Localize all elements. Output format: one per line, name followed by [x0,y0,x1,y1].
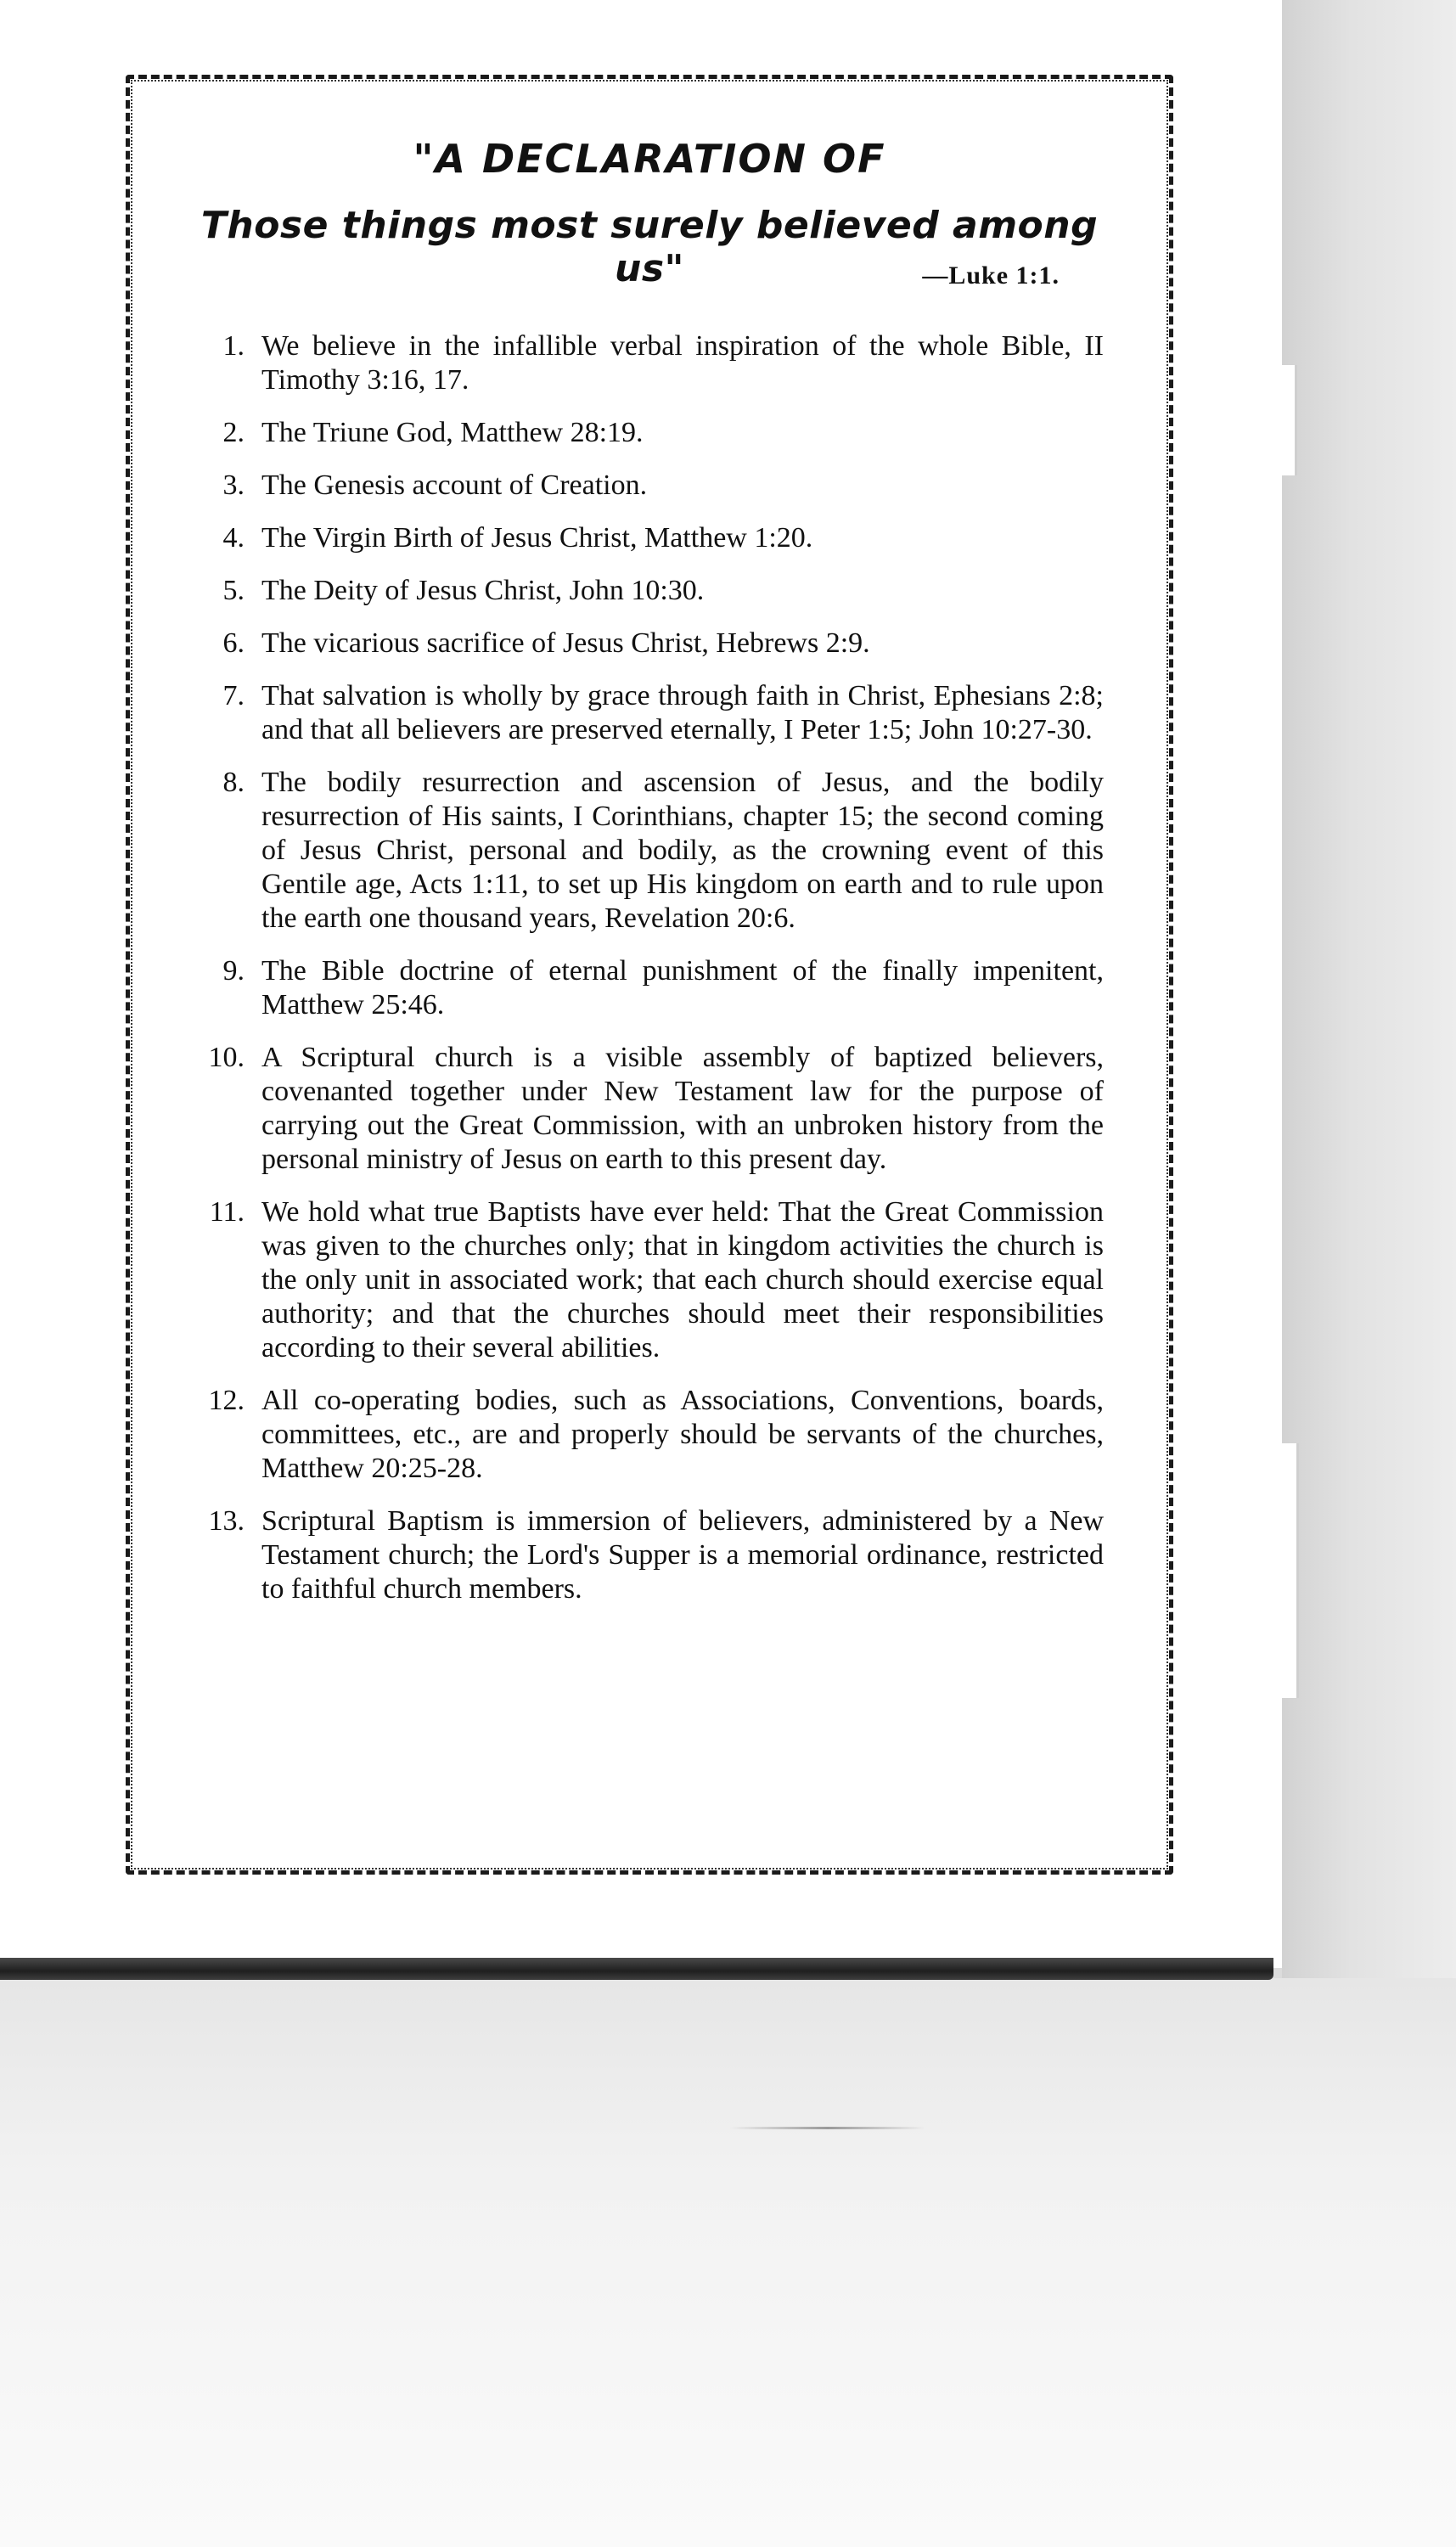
page-bottom-edge [0,1958,1273,1980]
belief-text: All co-operating bodies, such as Associations, Conventions, boards, committees, etc., are and properly should be servants of the churches, Matthew 20:25-28. [261,1385,1104,1484]
belief-text: We hold what true Baptists have ever held: That the Great Commission was given to the churches only; that in kingdom activities the church is the only unit in associated work; that each church should exercise equal authority; and that the churches should meet their responsibilities according to their several abilities. [261,1196,1104,1363]
belief-item [187,416,1104,450]
belief-text: A Scriptural church is a visible assembly of baptized believers, covenanted together under New Testament law for the purpose of carrying out the Great Commission, with an unbroken history from the personal ministry of Jesus on earth to this present day. [261,1042,1104,1175]
declaration-subtitle: Those things most surely believed among us" [200,204,1099,290]
belief-text: Scriptural Baptism is immersion of believers, administered by a New Testament church; the Lord's Supper is a memorial ordinance, restricted to faithful church members. [261,1505,1104,1605]
belief-number: 9. [222,955,245,987]
page-edge-notch [1278,365,1297,475]
belief-number: 2. [222,417,245,448]
belief-number: 4. [222,522,245,554]
scan-artifact [730,2127,925,2129]
belief-item [187,1195,1104,1365]
belief-item [187,679,1104,747]
belief-item [187,954,1104,1022]
page-edge-shadow [1282,0,1456,1978]
belief-item [187,766,1104,936]
belief-number: 3. [222,469,245,501]
belief-item [187,627,1104,661]
belief-item [187,1384,1104,1486]
belief-number: 12. [208,1385,245,1416]
belief-number: 13. [208,1505,245,1537]
belief-text: We believe in the infallible verbal inspiration of the whole Bible, II Timothy 3:16, 17. [261,330,1104,396]
belief-text: The vicarious sacrifice of Jesus Christ, Hebrews 2:9. [261,627,870,659]
belief-text: That salvation is wholly by grace through faith in Christ, Ephesians 2:8; and that all believers are preserved eternally, I Peter 1:5; John 10:27-30. [261,680,1104,745]
belief-item [187,469,1104,503]
belief-item [187,329,1104,397]
belief-item [187,1041,1104,1177]
belief-text: The Triune God, Matthew 28:19. [261,417,644,448]
belief-item [187,574,1104,608]
belief-number: 10. [208,1042,245,1073]
belief-item [187,521,1104,555]
scanner-background [0,1978,1456,2547]
belief-text: The Bible doctrine of eternal punishment of the finally impenitent, Matthew 25:46. [261,955,1104,1020]
belief-item [187,1504,1104,1606]
belief-text: The bodily resurrection and ascension of Jesus, and the bodily resurrection of His saints, I Corinthians, chapter 15; the second coming of Jesus Christ, personal and bodily, as the crowning event of this Gentile age, Acts 1:11, to set up His kingdom on earth and to rule upon the earth one thousand years, Revelation 20:6. [261,767,1104,934]
belief-text: The Virgin Birth of Jesus Christ, Matthew 1:20. [261,522,813,554]
declaration-title: "A DECLARATION OF [413,136,886,182]
beliefs-list [187,329,1104,1625]
belief-number: 6. [222,627,245,659]
page-edge-notch [1278,1443,1299,1698]
belief-number: 8. [222,767,245,798]
belief-number: 7. [222,680,245,711]
belief-number: 5. [222,575,245,606]
belief-text: The Deity of Jesus Christ, John 10:30. [261,575,705,606]
scripture-reference: —Luke 1:1. [922,261,1060,290]
belief-text: The Genesis account of Creation. [261,469,648,501]
belief-number: 11. [209,1196,245,1228]
belief-number: 1. [222,330,245,362]
